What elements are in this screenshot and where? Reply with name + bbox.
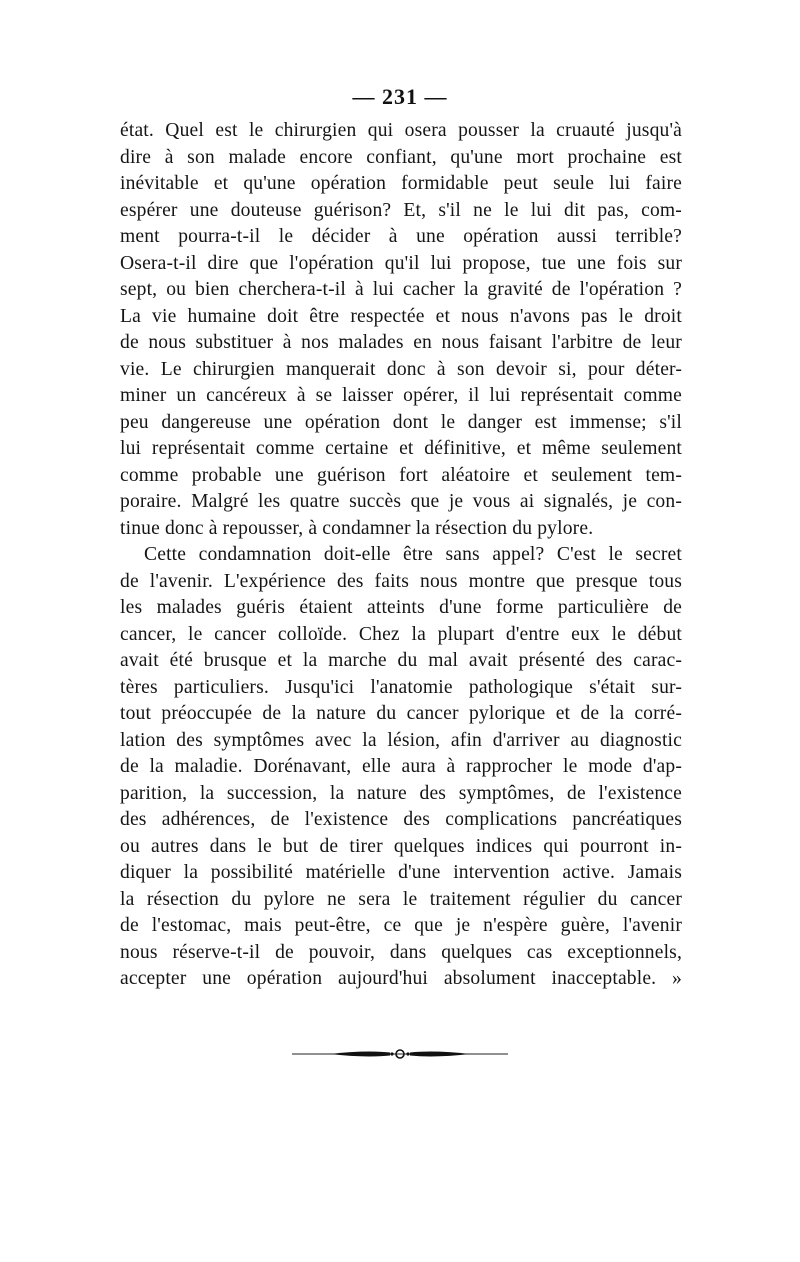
text-line: tout préoccupée de la nature du cancer pylorique et de la corré- [120,703,682,724]
text-line: comme probable une guérison fort aléatoire et seulement tem- [120,464,682,486]
text-line: dire à son malade encore confiant, qu'une mort prochaine est [120,146,682,168]
text-line: les malades guéris étaient atteints d'une forme particulière de [120,597,682,618]
text-line: des adhérences, de l'existence des complications pancréatiques [120,809,682,830]
body-text [120,118,682,993]
text-line: miner un cancéreux à se laisser opérer, il lui représentait comme [120,385,682,406]
text-line: de nous substituer à nos malades en nous faisant l'arbitre de leur [120,332,682,353]
text-line: sept, ou bien cherchera-t-il à lui cacher la gravité de l'opération ? [120,279,682,300]
text-line: ou autres dans le but de tirer quelques indices qui pourront in- [120,835,682,857]
text-line: état. Quel est le chirurgien qui osera pousser la cruauté jusqu'à [120,120,682,141]
text-line: parition, la succession, la nature des symptômes, de l'existence [120,782,682,804]
text-line: accepter une opération aujourd'hui absolument inacceptable. » [120,968,682,989]
text-line: peu dangereuse une opération dont le danger est immense; s'il [120,411,682,433]
text-line: inévitable et qu'une opération formidable peut seule lui faire [120,173,682,194]
text-line: de la maladie. Dorénavant, elle aura à rapprocher le mode d'ap- [120,756,682,777]
text-line: de l'estomac, mais peut-être, ce que je n'espère guère, l'avenir [120,915,682,936]
end-ornament [290,1046,510,1062]
text-line: avait été brusque et la marche du mal avait présenté des carac- [120,650,682,671]
paragraph-2 [120,542,682,993]
text-line: La vie humaine doit être respectée et nous n'avons pas le droit [120,305,682,327]
text-line: la résection du pylore ne sera le traitement régulier du cancer [120,888,682,910]
text-line: lui représentait comme certaine et définitive, et même seulement [120,438,682,459]
text-line: poraire. Malgré les quatre succès que je vous ai signalés, je con- [120,491,682,512]
text-line: lation des symptômes avec la lésion, afin d'arriver au diagnostic [120,729,682,751]
text-line: diquer la possibilité matérielle d'une intervention active. Jamais [120,862,682,883]
paragraph-1 [120,118,682,542]
text-line: de l'avenir. L'expérience des faits nous montre que presque tous [120,570,682,592]
text-line: espérer une douteuse guérison? Et, s'il ne le lui dit pas, com- [120,199,682,221]
text-line: Osera-t-il dire que l'opération qu'il lui propose, tue une fois sur [120,252,682,274]
text-line: ment pourra-t-il le décider à une opération aussi terrible? [120,226,682,247]
text-line: nous réserve-t-il de pouvoir, dans quelques cas exceptionnels, [120,941,682,963]
text-line: tères particuliers. Jusqu'ici l'anatomie pathologique s'était sur- [120,676,682,698]
text-line: cancer, le cancer colloïde. Chez la plupart d'entre eux le début [120,623,682,645]
page-number: — 231 — [352,84,448,109]
text-line: tinue donc à repousser, à condamner la résection du pylore. [120,517,594,539]
text-line: Cette condamnation doit-elle être sans appel? C'est le secret [144,544,682,565]
text-line: vie. Le chirurgien manquerait donc à son devoir si, pour déter- [120,358,682,380]
